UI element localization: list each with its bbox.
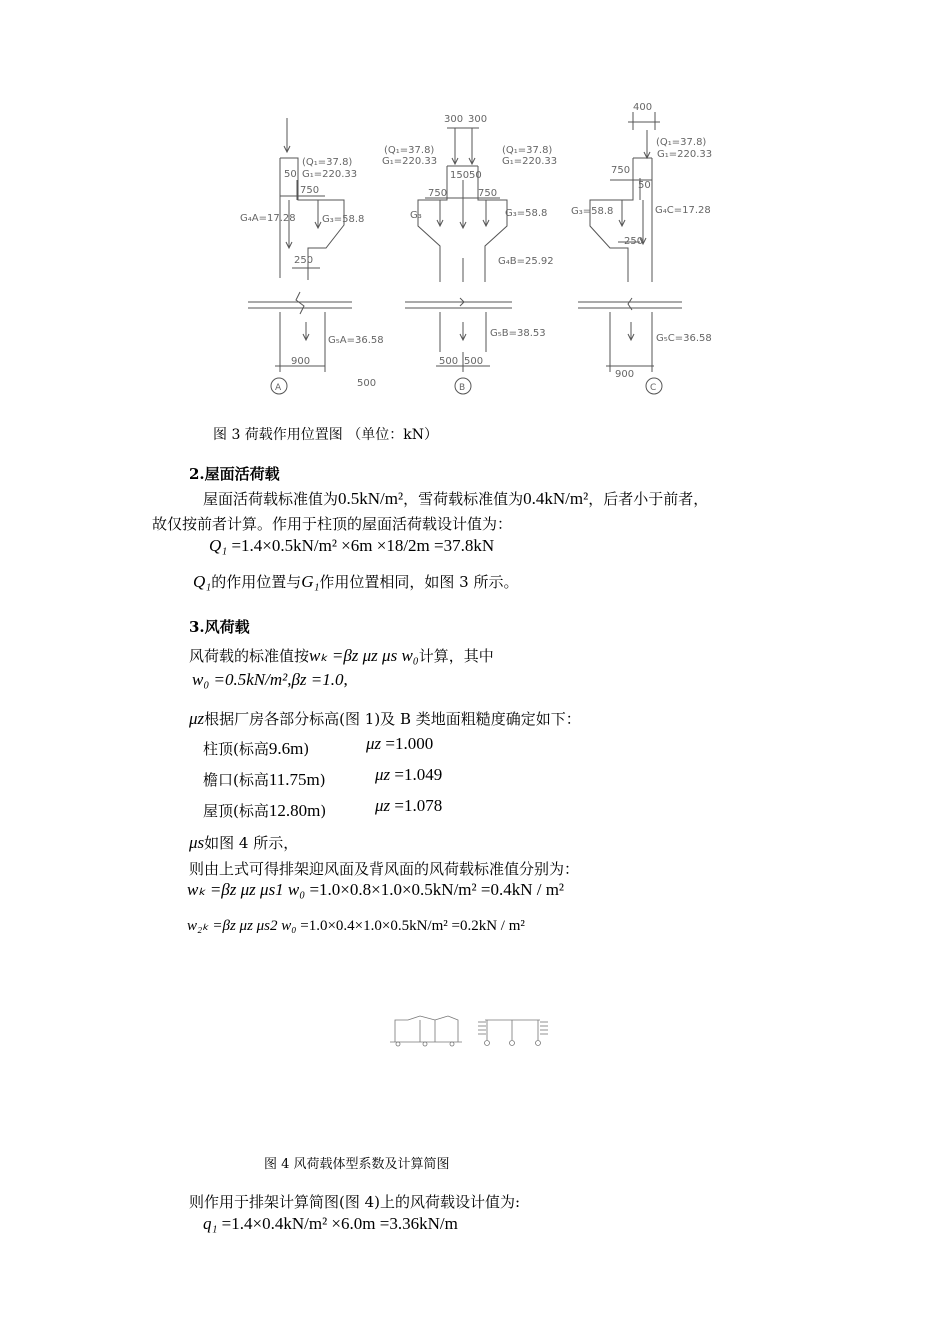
eq1-rhs: =1.0×0.8×1.0×0.5kN/m² =0.4kN / m²	[309, 880, 565, 899]
para-text: 的作用位置与	[211, 573, 302, 591]
section-3-para-3	[189, 708, 581, 729]
a-750-label: 750	[300, 185, 320, 196]
eq-rhs: =1.4×0.5kN/m² ×6m ×18/2m =37.8kN	[231, 536, 495, 555]
figure-4-caption: 图 4 风荷载体型系数及计算简图	[264, 1157, 450, 1172]
section-3-para-5: 则作用于排架计算简图(图 4)上的风荷载设计值为:	[189, 1193, 521, 1211]
a-g1-label: G₁=220.33	[302, 169, 358, 180]
c-900-label: 900	[615, 369, 635, 380]
a-50-label: 50	[284, 169, 297, 180]
section-2-para-1	[203, 488, 708, 509]
eq1-lhs: wₖ =βz μz μs1 w₀	[187, 880, 306, 899]
row-label: 屋顶(标高	[203, 802, 269, 820]
mu-s-symbol: μs	[189, 833, 205, 852]
a-g4a-label: G₄A=17.28	[240, 213, 296, 224]
row-mu: μz	[375, 796, 391, 815]
b-500l-label: 500	[439, 356, 459, 367]
height-row-3	[203, 800, 326, 821]
height-row-3-mu	[375, 796, 442, 816]
column-b-diagram	[405, 128, 512, 394]
b-g3r-label: G₃=58.8	[505, 208, 548, 219]
b-750r-label: 750	[478, 188, 498, 199]
para-text: 风荷载的标准值按	[189, 647, 310, 665]
eq2-rhs: =1.0×0.4×1.0×0.5kN/m² =0.2kN / m²	[300, 918, 525, 934]
row-height: 9.6m	[268, 739, 304, 758]
height-row-2-mu	[375, 765, 442, 785]
c-g1-label: G₁=220.33	[657, 149, 713, 160]
eq3-lhs: q₁	[203, 1214, 218, 1233]
row-height: 12.80m	[268, 801, 321, 820]
b-300a-label: 300	[444, 114, 464, 125]
figure-4-wind-diagram	[390, 1012, 555, 1052]
value-roof-live-load: 0.5kN/m²	[338, 489, 404, 508]
row-mu: μz	[375, 765, 391, 784]
b-g3l-label: G₃	[410, 210, 422, 221]
row-close: )	[303, 740, 310, 758]
equation-w2k	[187, 916, 525, 935]
height-row-1	[203, 738, 309, 759]
b-g1l-label: G₁=220.33	[382, 156, 438, 167]
row-close: )	[319, 771, 326, 789]
eq3-rhs: =1.4×0.4kN/m² ×6.0m =3.36kN/m	[221, 1214, 458, 1233]
b-q1l-label: (Q₁=37.8)	[384, 145, 435, 156]
value-snow-load: 0.4kN/m²	[523, 489, 589, 508]
section-3-heading: 3.风荷载	[189, 618, 250, 636]
eq-lhs: Q₁	[209, 536, 228, 555]
section-2-heading: 2.屋面活荷载	[189, 465, 280, 483]
a-g5a-label: G₅A=36.58	[328, 335, 384, 346]
row-value: =1.000	[385, 734, 434, 753]
section-2-para-2: 故仅按前者计算。作用于柱顶的屋面活荷载设计值为：	[152, 515, 513, 533]
c-q1-label: (Q₁=37.8)	[656, 137, 707, 148]
equation-q1-wind	[203, 1214, 458, 1234]
row-value: =1.049	[394, 765, 443, 784]
section-3-params: w₀ =0.5kN/m²,βz =1.0,	[192, 670, 348, 689]
c-400-label: 400	[633, 102, 653, 113]
a-q1-label: (Q₁=37.8)	[302, 157, 353, 168]
a-axis-label: A	[275, 383, 282, 393]
height-row-2	[203, 769, 326, 790]
b-g5b-label: G₅B=38.53	[490, 328, 546, 339]
symbol-q1: Q₁	[193, 572, 212, 591]
a-g3-label: G₃=58.8	[322, 214, 365, 225]
para-text: ，雪荷载标准值为	[403, 490, 524, 508]
b-g4b-label: G₄B=25.92	[498, 256, 554, 267]
para-text: 计算，其中	[418, 647, 494, 665]
eq2-lhs: w₂ₖ =βz μz μs2 w₀	[187, 918, 297, 934]
figure-3-load-diagram	[230, 95, 730, 405]
wind-formula: wₖ =βz μz μs w₀	[309, 646, 419, 665]
row-mu: μz	[366, 734, 382, 753]
b-g1r-label: G₁=220.33	[502, 156, 558, 167]
b-axis-label: B	[459, 383, 466, 393]
b-150-label: 150	[450, 170, 470, 181]
a-900-label: 900	[291, 356, 311, 367]
c-750-label: 750	[611, 165, 631, 176]
b-q1r-label: (Q₁=37.8)	[502, 145, 553, 156]
a-500-label: 500	[357, 378, 377, 389]
height-row-1-mu	[366, 734, 433, 754]
equation-wk	[187, 880, 564, 900]
symbol-g1: G₁	[301, 572, 320, 591]
section-3-para-1	[189, 645, 494, 666]
row-label: 柱顶(标高	[203, 740, 269, 758]
b-50-label: 50	[469, 170, 482, 181]
a-250-label: 250	[294, 255, 314, 266]
figure-3-caption: 图 3 荷载作用位置图 （单位：kN）	[213, 427, 438, 443]
mu-s-line	[189, 832, 298, 853]
b-750l-label: 750	[428, 188, 448, 199]
w0-value: w₀ =0.5kN/m²	[192, 670, 288, 689]
section-3-para-4: 则由上式可得排架迎风面及背风面的风荷载标准值分别为：	[189, 860, 580, 878]
row-height: 11.75m	[268, 770, 320, 789]
row-close: )	[320, 802, 327, 820]
para-text: 屋面活荷载标准值为	[203, 490, 339, 508]
row-label: 檐口(标高	[203, 771, 269, 789]
c-g4c-label: G₄C=17.28	[655, 205, 711, 216]
para-text: 如图 4 所示，	[204, 834, 299, 852]
c-axis-label: C	[650, 383, 657, 393]
equation-q1	[209, 536, 494, 556]
row-value: =1.078	[394, 796, 443, 815]
c-250-label: 250	[624, 236, 644, 247]
para-text: 作用位置相同，如图 3 所示。	[319, 573, 519, 591]
para-text: 根据厂房各部分标高(图 1)及 B 类地面粗糙度确定如下：	[204, 710, 581, 728]
mu-z-symbol: μz	[189, 709, 205, 728]
beta-value: βz =1.0	[291, 670, 344, 689]
c-g5c-label: G₅C=36.58	[656, 333, 712, 344]
c-50-label: 50	[638, 180, 651, 191]
b-500r-label: 500	[464, 356, 484, 367]
section-2-para-3	[193, 571, 518, 592]
b-300b-label: 300	[468, 114, 488, 125]
para-text: ，后者小于前者，	[588, 490, 709, 508]
c-g3-label: G₃=58.8	[571, 206, 614, 217]
